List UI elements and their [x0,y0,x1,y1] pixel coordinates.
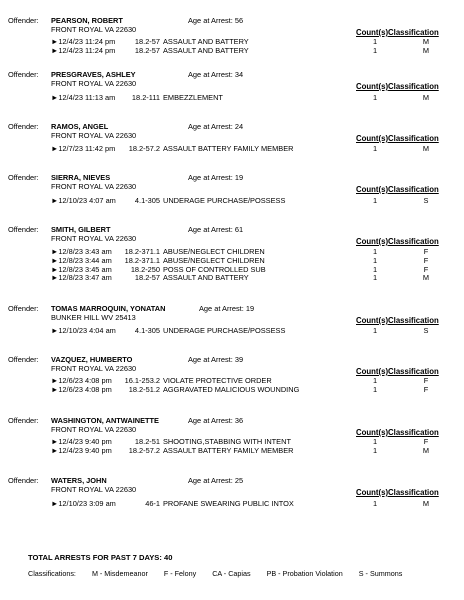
counts-header: Count(s) [356,185,389,194]
charge-statute: 18.2-371.1 [124,255,160,265]
charge-row [0,37,464,46]
age-label: Age at Arrest: [188,225,233,234]
offender-address: FRONT ROYAL VA 22630 [51,131,137,140]
charge-description: UNDERAGE PURCHASE/POSSESS [163,196,286,205]
counts-header: Count(s) [356,134,389,143]
classification-legend [28,569,416,578]
charge-table-header [356,316,439,325]
charge-count: 1 [372,445,378,455]
charge-table-header [356,488,439,497]
offender-name: PRESGRAVES, ASHLEY [51,70,136,79]
legend-label: Classifications: [28,569,76,578]
counts-header: Count(s) [356,316,389,325]
charge-description: ABUSE/NEGLECT CHILDREN [163,247,265,256]
charge-datetime: ►12/8/23 3:45 am [51,264,112,274]
charge-row [0,256,464,265]
charge-count: 1 [372,247,378,256]
charge-classification: M [422,37,430,46]
age-label: Age at Arrest: [188,122,233,131]
charge-classification: M [422,445,430,455]
classification-header: Classification [388,367,439,376]
offender-label: Offender: [8,476,39,485]
offender-name: WASHINGTON, ANTWAINETTE [51,416,159,425]
age-value: 56 [234,16,244,25]
age-label: Age at Arrest: [188,70,233,79]
charge-classification: M [422,144,430,153]
classification-header: Classification [388,28,439,37]
age-at-arrest [188,355,243,364]
legend-capias: CA - Capias [212,569,251,578]
age-at-arrest [188,225,243,234]
offender-label: Offender: [8,70,39,79]
counts-header: Count(s) [356,28,389,37]
charge-datetime: ►12/4/23 11:24 pm [51,37,116,46]
age-value: 36 [234,416,244,425]
charge-count: 1 [372,376,378,385]
charge-row [0,93,464,102]
charge-statute: 18.2-51.2 [128,384,160,394]
charge-datetime: ►12/8/23 3:44 am [51,255,112,265]
age-at-arrest [188,416,243,425]
offender-address: FRONT ROYAL VA 22630 [51,364,137,373]
charge-row [0,273,464,282]
legend-felony: F - Felony [163,569,197,578]
charge-statute: 18.2-57.2 [128,445,160,455]
charge-datetime: ►12/4/23 9:40 pm [51,445,112,455]
charge-datetime: ►12/8/23 3:43 am [51,247,112,256]
charge-description: VIOLATE PROTECTIVE ORDER [163,376,272,385]
charge-description: PROFANE SWEARING PUBLIC INTOX [163,499,294,508]
charge-datetime: ►12/4/23 11:13 am [51,93,116,102]
charge-datetime: ►12/10/23 3:09 am [51,499,116,508]
offender-name: PEARSON, ROBERT [51,16,123,25]
charge-count: 1 [372,384,378,394]
charge-count: 1 [372,273,378,283]
charge-description: EMBEZZLEMENT [163,93,223,102]
age-value: 19 [245,304,255,313]
age-label: Age at Arrest: [188,476,233,485]
legend-summons: S - Summons [358,569,403,578]
charge-row [0,326,464,335]
classification-header: Classification [388,134,439,143]
offender-address: BUNKER HILL WV 25413 [51,313,136,322]
age-at-arrest [188,173,243,182]
charge-datetime: ►12/7/23 11:42 pm [51,144,116,153]
charge-count: 1 [372,264,378,274]
age-value: 39 [234,355,244,364]
age-label: Age at Arrest: [188,173,233,182]
charge-row [0,376,464,385]
offender-label: Offender: [8,173,39,182]
charge-classification: F [423,264,429,274]
charge-description: SHOOTING,STABBING WITH INTENT [163,437,291,446]
offender-name: SMITH, GILBERT [51,225,111,234]
counts-header: Count(s) [356,237,389,246]
age-value: 61 [234,225,244,234]
charge-statute: 18.2-57.2 [128,144,160,153]
charge-row [0,196,464,205]
charge-table-header [356,367,439,376]
counts-header: Count(s) [356,488,389,497]
charge-classification: F [423,255,429,265]
charge-row [0,446,464,455]
offender-label: Offender: [8,355,39,364]
offender-name: TOMAS MARROQUIN, YONATAN [51,304,166,313]
charge-table-header [356,428,439,437]
charge-count: 1 [372,326,378,335]
age-at-arrest [188,122,243,131]
charge-statute: 18.2-111 [131,93,160,102]
offender-name: SIERRA, NIEVES [51,173,111,182]
charge-statute: 4.1-305 [134,326,160,335]
offender-address: FRONT ROYAL VA 22630 [51,25,137,34]
charge-datetime: ►12/8/23 3:47 am [51,273,112,283]
charge-count: 1 [372,437,378,446]
charge-classification: F [423,376,429,385]
charge-description: UNDERAGE PURCHASE/POSSESS [163,326,286,335]
offender-label: Offender: [8,225,39,234]
counts-header: Count(s) [356,367,389,376]
legend-probation: PB - Probation Violation [266,569,343,578]
classification-header: Classification [388,316,439,325]
charge-count: 1 [372,93,378,102]
charge-table-header [356,82,439,91]
charge-table-header [356,185,439,194]
classification-header: Classification [388,185,439,194]
charge-row [0,499,464,508]
charge-datetime: ►12/10/23 4:07 am [51,196,116,205]
charge-datetime: ►12/4/23 11:24 pm [51,45,116,55]
offender-address: FRONT ROYAL VA 22630 [51,485,137,494]
charge-datetime: ►12/6/23 4:08 pm [51,384,112,394]
classification-header: Classification [388,488,439,497]
age-value: 34 [234,70,244,79]
charge-row [0,247,464,256]
charge-statute: 4.1-305 [134,196,160,205]
charge-description: ASSAULT AND BATTERY [163,37,249,46]
offender-address: FRONT ROYAL VA 22630 [51,79,137,88]
charge-description: POSS OF CONTROLLED SUB [163,264,266,274]
classification-header: Classification [388,237,439,246]
charge-statute: 18.2-250 [130,264,160,274]
offender-label: Offender: [8,416,39,425]
counts-header: Count(s) [356,428,389,437]
offender-address: FRONT ROYAL VA 22630 [51,182,137,191]
charge-table-header [356,237,439,246]
charge-statute: 18.2-51 [134,437,160,446]
age-label: Age at Arrest: [188,416,233,425]
offender-label: Offender: [8,16,39,25]
charge-classification: F [423,247,429,256]
charge-statute: 18.2-57 [134,273,160,283]
charge-datetime: ►12/4/23 9:40 pm [51,437,112,446]
charge-classification: F [423,437,429,446]
age-at-arrest [188,70,243,79]
age-label: Age at Arrest: [188,355,233,364]
charge-count: 1 [372,255,378,265]
offender-name: VAZQUEZ, HUMBERTO [51,355,133,364]
charge-classification: F [423,384,429,394]
charge-row [0,144,464,153]
age-value: 19 [234,173,244,182]
charge-classification: S [423,326,429,335]
charge-description: AGGRAVATED MALICIOUS WOUNDING [163,384,300,394]
charge-classification: M [422,273,430,283]
legend-misdemeanor: M - Misdemeanor [91,569,148,578]
charge-count: 1 [372,499,378,508]
charge-count: 1 [372,196,378,205]
age-label: Age at Arrest: [188,16,233,25]
total-arrests: TOTAL ARRESTS FOR PAST 7 DAYS: 40 [28,553,173,562]
charge-classification: M [422,45,430,55]
offender-name: RAMOS, ANGEL [51,122,109,131]
charge-table-header [356,28,439,37]
counts-header: Count(s) [356,82,389,91]
charge-statute: 18.2-57 [134,37,160,46]
age-at-arrest [199,304,254,313]
charge-description: ASSAULT BATTERY FAMILY MEMBER [163,144,294,153]
charge-description: ASSAULT AND BATTERY [163,273,249,283]
charge-description: ASSAULT BATTERY FAMILY MEMBER [163,445,294,455]
charge-description: ASSAULT AND BATTERY [163,45,249,55]
offender-address: FRONT ROYAL VA 22630 [51,425,137,434]
charge-row [0,385,464,394]
charge-statute: 18.2-371.1 [124,247,160,256]
charge-row [0,46,464,55]
offender-name: WATERS, JOHN [51,476,107,485]
offender-label: Offender: [8,304,39,313]
offender-address: FRONT ROYAL VA 22630 [51,234,137,243]
charge-statute: 46-1 [145,499,160,508]
age-value: 25 [234,476,244,485]
charge-description: ABUSE/NEGLECT CHILDREN [163,255,265,265]
offender-label: Offender: [8,122,39,131]
charge-classification: S [423,196,429,205]
classification-header: Classification [388,82,439,91]
charge-statute: 18.2-57 [134,45,160,55]
age-at-arrest [188,476,243,485]
age-value: 24 [234,122,244,131]
charge-table-header [356,134,439,143]
classification-header: Classification [388,428,439,437]
charge-classification: M [422,499,430,508]
charge-row [0,437,464,446]
charge-datetime: ►12/6/23 4:08 pm [51,376,112,385]
charge-count: 1 [372,45,378,55]
charge-datetime: ►12/10/23 4:04 am [51,326,116,335]
charge-row [0,265,464,274]
charge-count: 1 [372,37,378,46]
charge-statute: 16.1-253.2 [124,376,160,385]
age-at-arrest [188,16,243,25]
charge-classification: M [422,93,430,102]
age-label: Age at Arrest: [199,304,244,313]
charge-count: 1 [372,144,378,153]
